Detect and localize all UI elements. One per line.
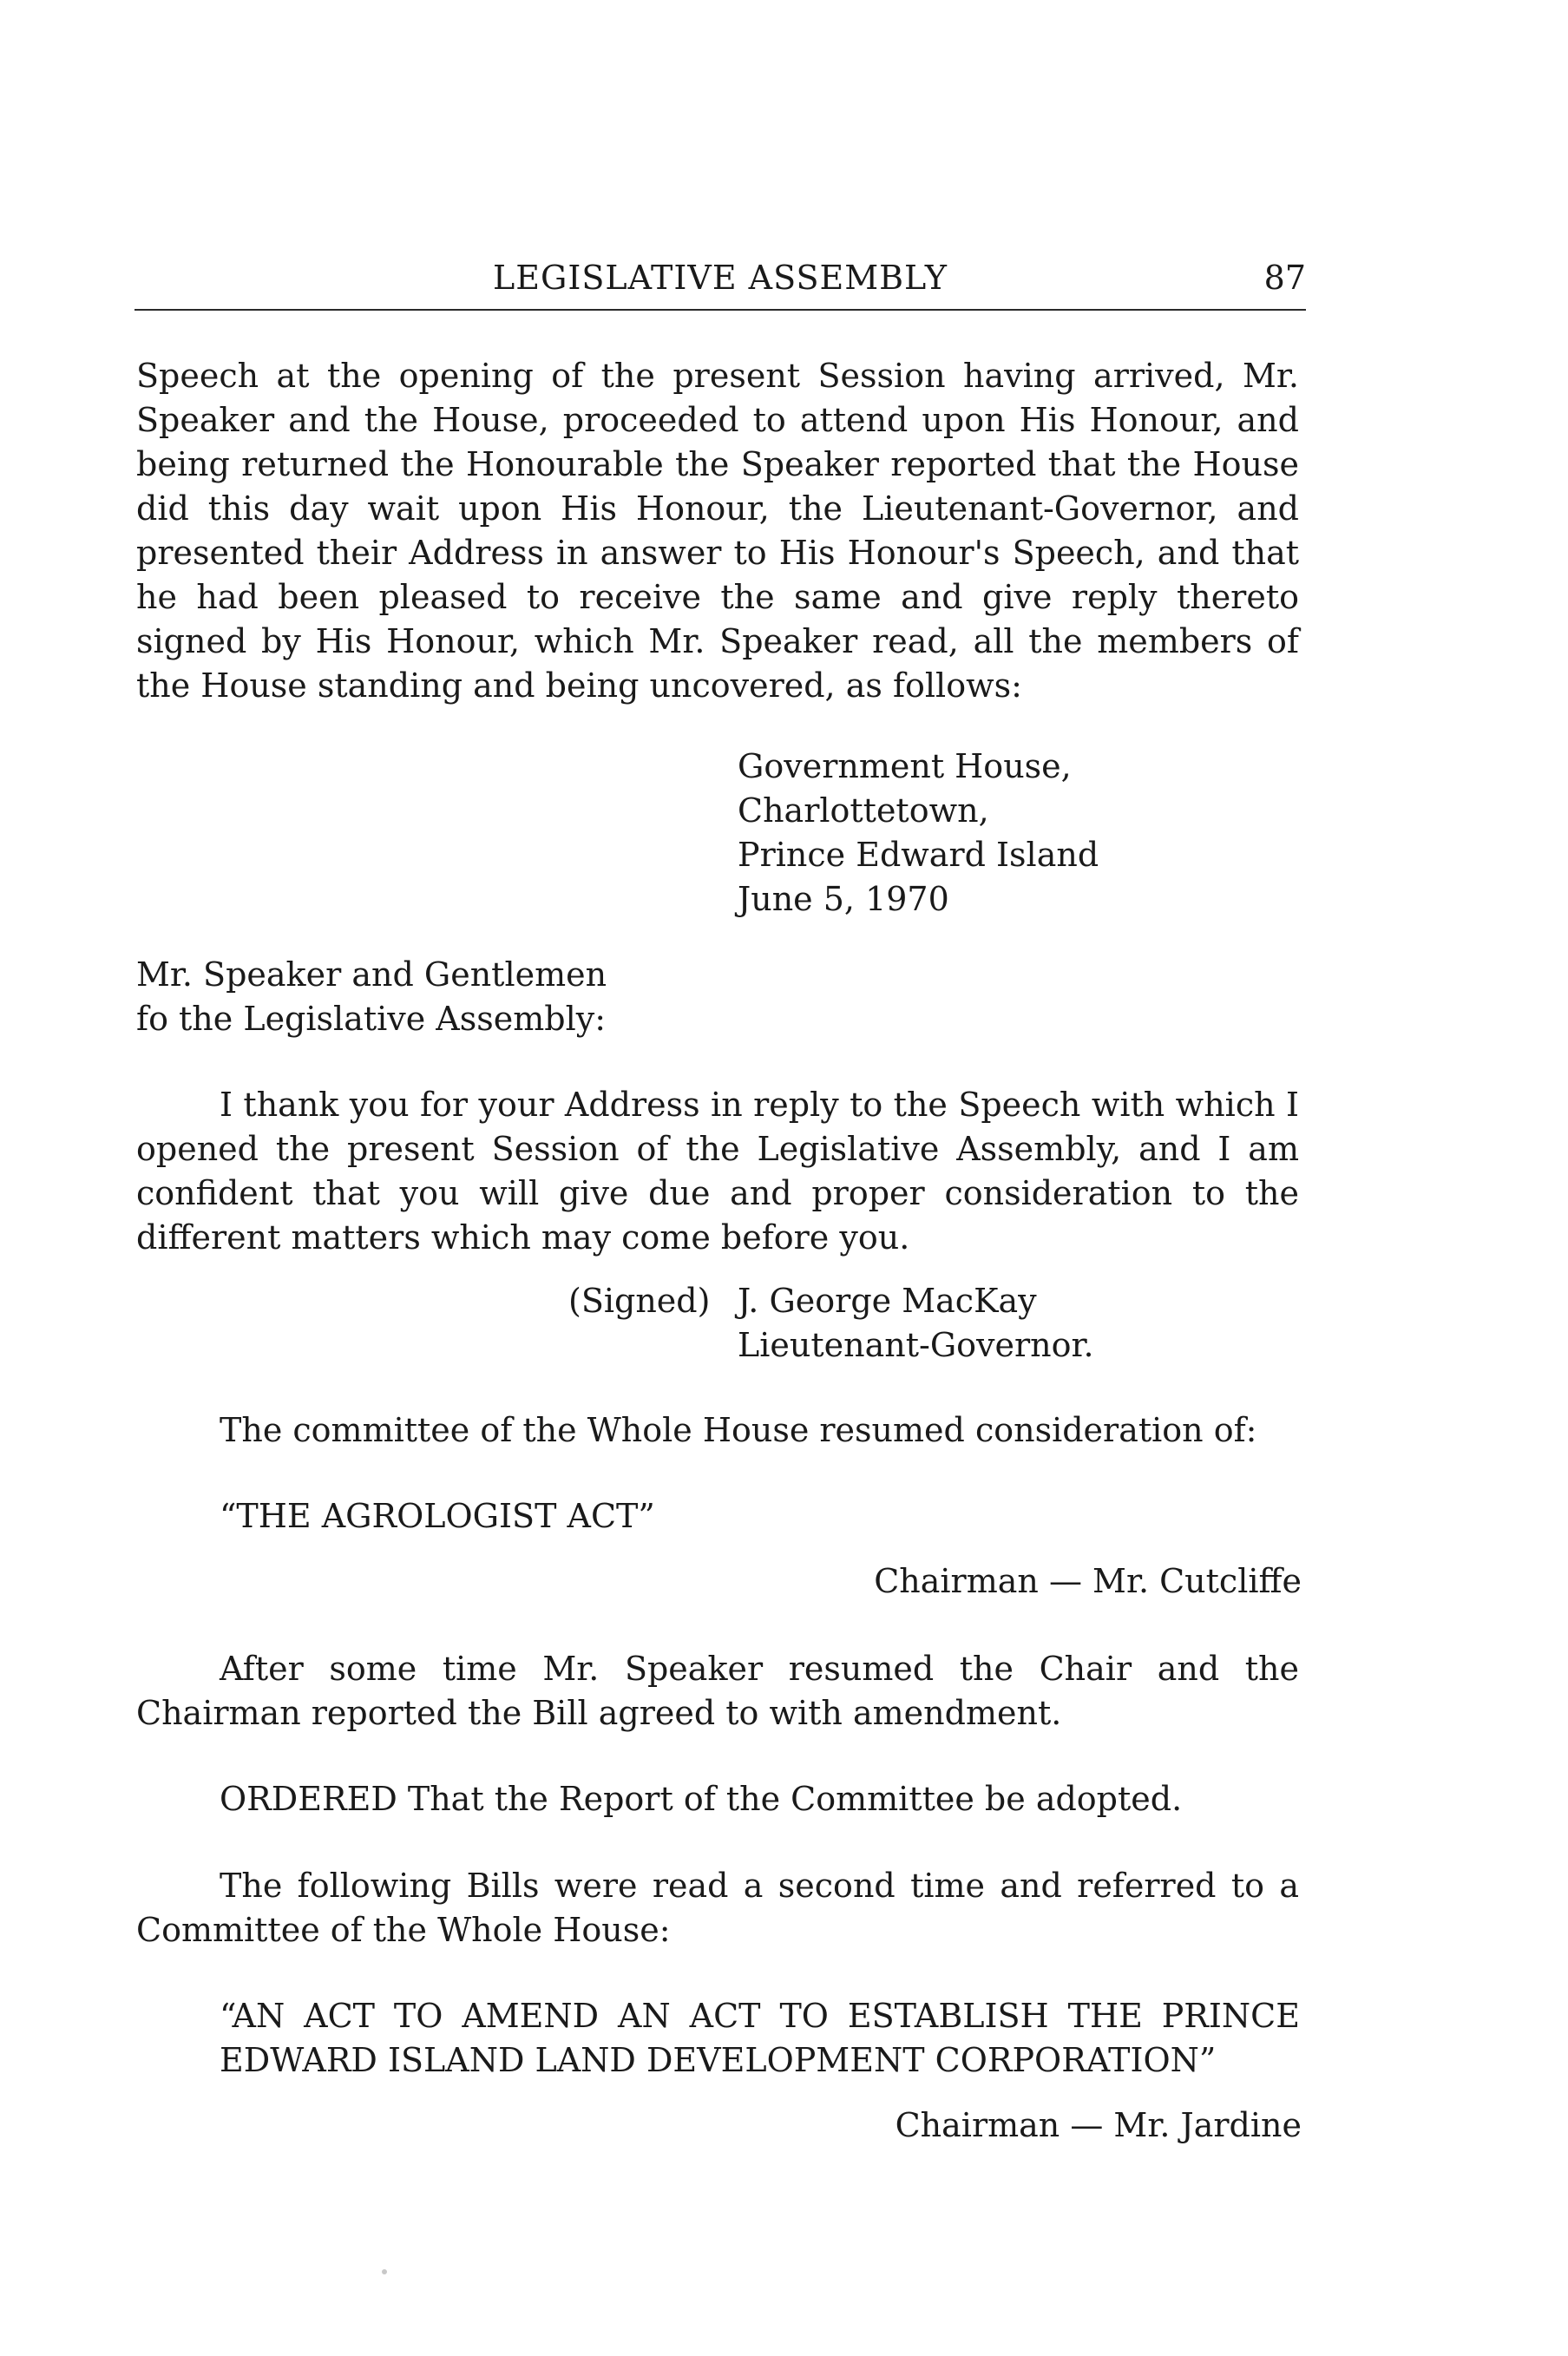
page-header xyxy=(134,259,1306,311)
committee-resumed-line: The committee of the Whole House resumed consideration of: xyxy=(220,1411,1257,1449)
address-date: June 5, 1970 xyxy=(738,880,949,918)
signer-name: J. George MacKay xyxy=(738,1282,1037,1320)
bill-title-land-development: “AN ACT TO AMEND AN ACT TO ESTABLISH THE PRINCE EDWARD ISLAND LAND DEVELOPMENT CORPORATION” xyxy=(220,1997,1300,2079)
paragraph-speech-reply: Speech at the opening of the present Session having arrived, Mr. Speaker and the House, proceeded to attend upon His Honour, and being returned the Honourable the Speaker reported that the House did this day wait upon His Honour, the Lieutenant-Governor, and presented their Address in answer to His Honour's Speech, and that he had been pleased to receive the same and give reply thereto signed by His Honour, which Mr. Speaker read, all the members of the House standing and being uncovered, as follows: xyxy=(136,357,1299,705)
address-line-2: Charlottetown, xyxy=(738,791,989,830)
paragraph-second-reading: The following Bills were read a second time and referred to a Committee of the Whole House: xyxy=(136,1867,1299,1949)
address-block xyxy=(738,745,1258,922)
address-line-1: Government House, xyxy=(738,747,1072,785)
address-line-3: Prince Edward Island xyxy=(738,836,1099,874)
paragraph-chair-report: After some time Mr. Speaker resumed the Chair and the Chairman reported the Bill agreed to with amendment. xyxy=(136,1650,1299,1732)
signed-label: (Signed) xyxy=(568,1282,711,1320)
salutation-line-1: Mr. Speaker and Gentlemen xyxy=(136,955,607,994)
ordered-line: ORDERED That the Report of the Committee be adopted. xyxy=(220,1780,1183,1818)
running-head: LEGISLATIVE ASSEMBLY xyxy=(493,259,948,297)
bill-title-agrologist: “THE AGROLOGIST ACT” xyxy=(220,1497,655,1535)
chairman-jardine: Chairman — Mr. Jardine xyxy=(895,2106,1302,2144)
salutation-line-2: fo the Legislative Assembly: xyxy=(136,1000,607,1038)
paper-speck xyxy=(382,2269,387,2274)
salutation xyxy=(136,953,830,1041)
page-number: 87 xyxy=(1263,259,1306,297)
paragraph-thanks: I thank you for your Address in reply to the Speech with which I opened the present Session of the Legislative Assembly, and I am confident that you will give due and proper consideration to the different matters which may come before you. xyxy=(136,1086,1299,1257)
chairman-cutcliffe: Chairman — Mr. Cutcliffe xyxy=(874,1562,1302,1600)
signature-block xyxy=(738,1279,1258,1368)
signer-title: Lieutenant-Governor. xyxy=(738,1326,1094,1364)
